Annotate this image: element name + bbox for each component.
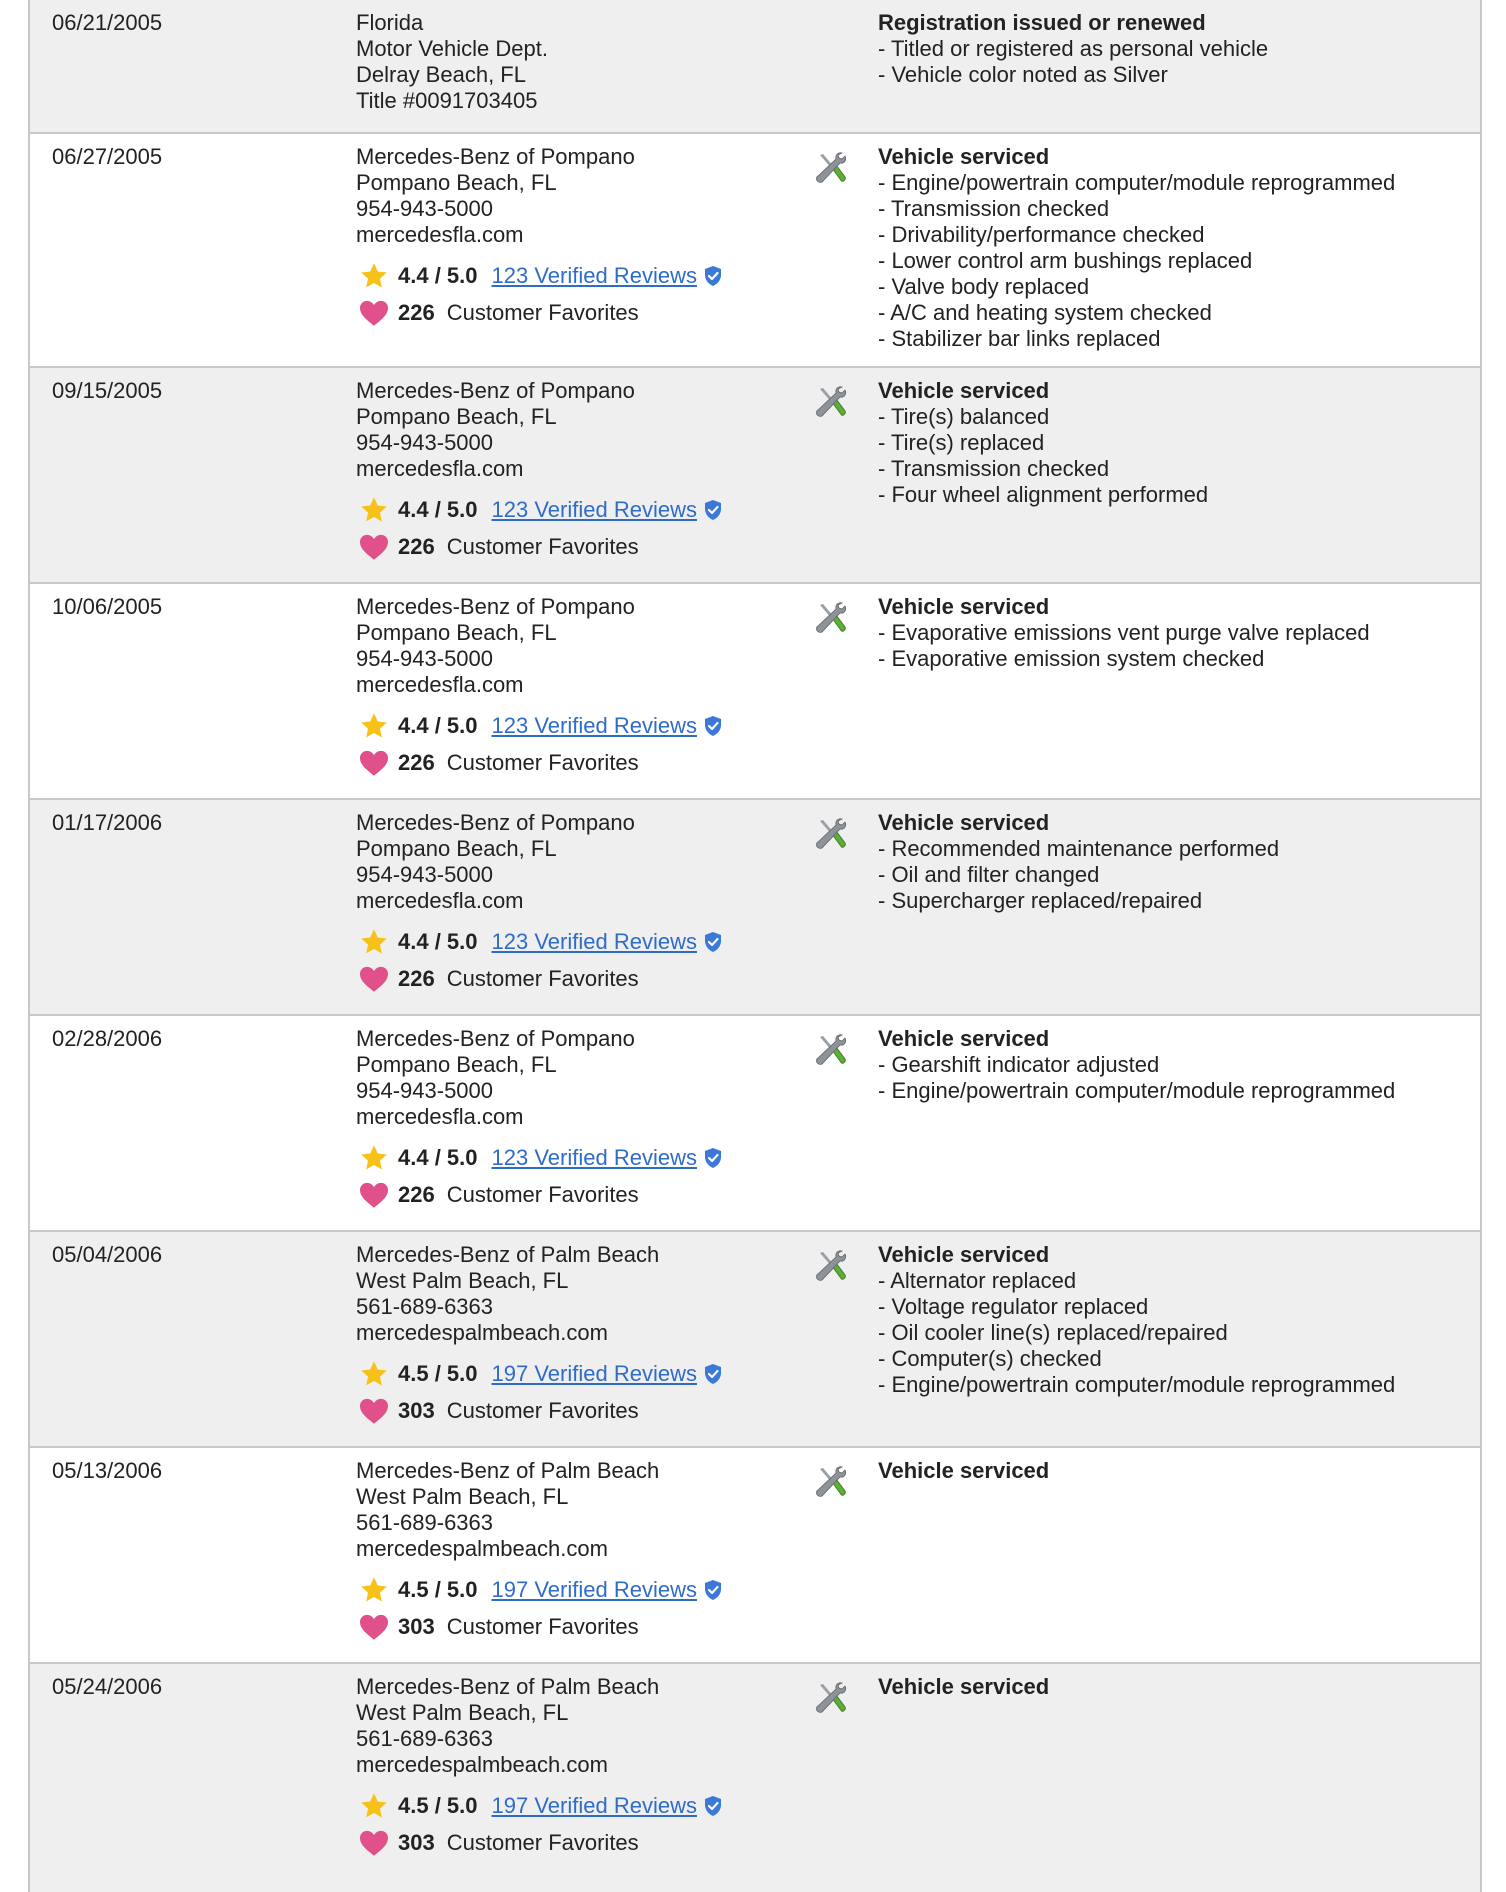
favorites-label: Customer Favorites <box>446 300 639 325</box>
record-source <box>356 594 635 698</box>
source-line: Pompano Beach, FL <box>356 170 557 195</box>
history-row <box>30 1446 1480 1662</box>
source-line: Pompano Beach, FL <box>356 836 557 861</box>
star-icon <box>358 1359 390 1389</box>
rating-score: 4.5 / 5.0 <box>398 1361 478 1386</box>
source-line: Title #0091703405 <box>356 88 538 113</box>
rating-score: 4.5 / 5.0 <box>398 1793 478 1818</box>
favorites-count: 303 <box>398 1830 435 1855</box>
source-line: Mercedes-Benz of Pompano <box>356 144 635 169</box>
source-line: Delray Beach, FL <box>356 62 526 87</box>
record-comments <box>878 1458 1049 1484</box>
favorites-count: 303 <box>398 1614 435 1639</box>
verified-shield-icon <box>703 715 723 737</box>
detail-line: - Voltage regulator replaced <box>878 1294 1149 1319</box>
favorites-label: Customer Favorites <box>446 966 639 991</box>
verified-shield-icon <box>703 499 723 521</box>
dealer-rating <box>358 261 723 291</box>
record-comments <box>878 1026 1395 1104</box>
detail-line: - Engine/powertrain computer/module reprogrammed <box>878 170 1396 195</box>
verified-reviews-link[interactable]: 123 Verified Reviews <box>491 713 697 738</box>
source-line: mercedesfla.com <box>356 888 524 913</box>
source-line: 561-689-6363 <box>356 1726 494 1751</box>
dealer-rating <box>358 1359 723 1389</box>
source-line: 561-689-6363 <box>356 1510 494 1535</box>
customer-favorites <box>358 1180 639 1210</box>
verified-reviews-link[interactable]: 123 Verified Reviews <box>491 929 697 954</box>
wrench-screwdriver-icon <box>812 600 848 636</box>
favorites-label: Customer Favorites <box>446 750 639 775</box>
source-line: West Palm Beach, FL <box>356 1484 569 1509</box>
record-source <box>356 1242 659 1346</box>
wrench-screwdriver-icon <box>812 1248 848 1284</box>
record-comments <box>878 594 1370 672</box>
record-date: 06/21/2005 <box>52 10 163 35</box>
rating-score: 4.4 / 5.0 <box>398 1145 478 1170</box>
detail-line: - A/C and heating system checked <box>878 300 1212 325</box>
record-title: Vehicle serviced <box>878 1026 1050 1051</box>
verified-reviews-link[interactable]: 123 Verified Reviews <box>491 497 697 522</box>
record-title: Vehicle serviced <box>878 1458 1050 1483</box>
detail-line: - Transmission checked <box>878 456 1110 481</box>
verified-reviews-link[interactable]: 123 Verified Reviews <box>491 263 697 288</box>
detail-line: - Vehicle color noted as Silver <box>878 62 1168 87</box>
star-icon <box>358 1575 390 1605</box>
record-date: 05/13/2006 <box>52 1458 163 1483</box>
source-line: West Palm Beach, FL <box>356 1700 569 1725</box>
customer-favorites <box>358 532 639 562</box>
record-title: Vehicle serviced <box>878 594 1050 619</box>
customer-favorites <box>358 1612 639 1642</box>
customer-favorites <box>358 1828 639 1858</box>
rating-score: 4.4 / 5.0 <box>398 263 478 288</box>
record-comments <box>878 378 1208 508</box>
star-icon <box>358 1143 390 1173</box>
favorites-count: 303 <box>398 1398 435 1423</box>
detail-line: - Evaporative emission system checked <box>878 646 1265 671</box>
record-source <box>356 1674 659 1778</box>
source-line: Mercedes-Benz of Pompano <box>356 810 635 835</box>
source-line: mercedespalmbeach.com <box>356 1752 608 1777</box>
verified-shield-icon <box>703 1795 723 1817</box>
detail-line: - Supercharger replaced/repaired <box>878 888 1203 913</box>
wrench-screwdriver-icon <box>812 384 848 420</box>
rating-score: 4.5 / 5.0 <box>398 1577 478 1602</box>
wrench-screwdriver-icon <box>812 150 848 186</box>
record-date: 02/28/2006 <box>52 1026 163 1051</box>
favorites-label: Customer Favorites <box>446 1614 639 1639</box>
verified-shield-icon <box>703 1363 723 1385</box>
source-line: mercedespalmbeach.com <box>356 1536 608 1561</box>
detail-line: - Stabilizer bar links replaced <box>878 326 1161 351</box>
record-date: 01/17/2006 <box>52 810 163 835</box>
dealer-rating <box>358 1575 723 1605</box>
customer-favorites <box>358 964 639 994</box>
wrench-screwdriver-icon <box>812 1464 848 1500</box>
history-row <box>30 366 1480 582</box>
dealer-rating <box>358 495 723 525</box>
source-line: mercedesfla.com <box>356 1104 524 1129</box>
verified-reviews-link[interactable]: 197 Verified Reviews <box>491 1577 697 1602</box>
wrench-screwdriver-icon <box>812 816 848 852</box>
wrench-screwdriver-icon <box>812 1032 848 1068</box>
source-line: Motor Vehicle Dept. <box>356 36 548 61</box>
source-line: 954-943-5000 <box>356 646 494 671</box>
record-date: 10/06/2005 <box>52 594 163 619</box>
history-row <box>30 1230 1480 1446</box>
record-date: 06/27/2005 <box>52 144 163 169</box>
source-line: Mercedes-Benz of Palm Beach <box>356 1674 660 1699</box>
history-row <box>30 132 1480 366</box>
source-line: 954-943-5000 <box>356 430 494 455</box>
wrench-screwdriver-icon <box>812 1680 848 1716</box>
record-title: Vehicle serviced <box>878 1242 1050 1267</box>
history-row <box>30 798 1480 1014</box>
detail-line: - Evaporative emissions vent purge valve replaced <box>878 620 1370 645</box>
verified-shield-icon <box>703 1579 723 1601</box>
detail-line: - Gearshift indicator adjusted <box>878 1052 1160 1077</box>
verified-shield-icon <box>703 931 723 953</box>
source-line: 954-943-5000 <box>356 1078 494 1103</box>
favorites-count: 226 <box>398 534 435 559</box>
source-line: 954-943-5000 <box>356 196 494 221</box>
rating-score: 4.4 / 5.0 <box>398 497 478 522</box>
favorites-count: 226 <box>398 966 435 991</box>
heart-icon <box>358 1613 390 1641</box>
record-source <box>356 378 635 482</box>
dealer-rating <box>358 711 723 741</box>
detail-line: - Tire(s) replaced <box>878 430 1045 455</box>
record-date: 05/04/2006 <box>52 1242 163 1267</box>
source-line: Mercedes-Benz of Palm Beach <box>356 1458 660 1483</box>
star-icon <box>358 1791 390 1821</box>
record-date: 09/15/2005 <box>52 378 163 403</box>
customer-favorites <box>358 298 639 328</box>
heart-icon <box>358 1397 390 1425</box>
detail-line: - Alternator replaced <box>878 1268 1077 1293</box>
heart-icon <box>358 749 390 777</box>
record-title: Vehicle serviced <box>878 144 1050 169</box>
detail-line: - Engine/powertrain computer/module reprogrammed <box>878 1372 1396 1397</box>
star-icon <box>358 927 390 957</box>
favorites-label: Customer Favorites <box>446 1182 639 1207</box>
record-source <box>356 10 548 114</box>
source-line: Pompano Beach, FL <box>356 1052 557 1077</box>
heart-icon <box>358 299 390 327</box>
detail-line: - Valve body replaced <box>878 274 1090 299</box>
record-title: Vehicle serviced <box>878 810 1050 835</box>
source-line: Pompano Beach, FL <box>356 404 557 429</box>
star-icon <box>358 261 390 291</box>
detail-line: - Oil cooler line(s) replaced/repaired <box>878 1320 1228 1345</box>
customer-favorites <box>358 1396 639 1426</box>
verified-shield-icon <box>703 265 723 287</box>
detail-line: - Titled or registered as personal vehicle <box>878 36 1269 61</box>
record-source <box>356 144 635 248</box>
source-line: Mercedes-Benz of Pompano <box>356 1026 635 1051</box>
source-line: Mercedes-Benz of Pompano <box>356 594 635 619</box>
source-line: Mercedes-Benz of Palm Beach <box>356 1242 660 1267</box>
source-line: mercedesfla.com <box>356 456 524 481</box>
star-icon <box>358 495 390 525</box>
record-comments <box>878 810 1279 914</box>
record-title: Vehicle serviced <box>878 378 1050 403</box>
history-row <box>30 1014 1480 1230</box>
record-source <box>356 810 635 914</box>
heart-icon <box>358 1181 390 1209</box>
verified-shield-icon <box>703 1147 723 1169</box>
detail-line: - Transmission checked <box>878 196 1110 221</box>
history-row <box>30 582 1480 798</box>
record-title: Vehicle serviced <box>878 1674 1050 1699</box>
source-line: 954-943-5000 <box>356 862 494 887</box>
verified-reviews-link[interactable]: 123 Verified Reviews <box>491 1145 697 1170</box>
dealer-rating <box>358 1143 723 1173</box>
record-date: 05/24/2006 <box>52 1674 163 1699</box>
source-line: 561-689-6363 <box>356 1294 494 1319</box>
source-line: mercedesfla.com <box>356 222 524 247</box>
favorites-count: 226 <box>398 750 435 775</box>
history-table <box>28 0 1482 1892</box>
heart-icon <box>358 1829 390 1857</box>
record-title: Registration issued or renewed <box>878 10 1206 35</box>
heart-icon <box>358 965 390 993</box>
record-source <box>356 1458 659 1562</box>
source-line: Mercedes-Benz of Pompano <box>356 378 635 403</box>
detail-line: - Recommended maintenance performed <box>878 836 1280 861</box>
favorites-label: Customer Favorites <box>446 1830 639 1855</box>
record-comments <box>878 1674 1049 1700</box>
detail-line: - Drivability/performance checked <box>878 222 1205 247</box>
heart-icon <box>358 533 390 561</box>
verified-reviews-link[interactable]: 197 Verified Reviews <box>491 1793 697 1818</box>
detail-line: - Computer(s) checked <box>878 1346 1102 1371</box>
rating-score: 4.4 / 5.0 <box>398 929 478 954</box>
history-row <box>30 1662 1480 1892</box>
detail-line: - Tire(s) balanced <box>878 404 1050 429</box>
detail-line: - Four wheel alignment performed <box>878 482 1209 507</box>
dealer-rating <box>358 927 723 957</box>
source-line: Florida <box>356 10 424 35</box>
star-icon <box>358 711 390 741</box>
detail-line: - Engine/powertrain computer/module reprogrammed <box>878 1078 1396 1103</box>
record-source <box>356 1026 635 1130</box>
source-line: West Palm Beach, FL <box>356 1268 569 1293</box>
rating-score: 4.4 / 5.0 <box>398 713 478 738</box>
favorites-count: 226 <box>398 1182 435 1207</box>
history-row <box>30 0 1480 132</box>
verified-reviews-link[interactable]: 197 Verified Reviews <box>491 1361 697 1386</box>
record-comments <box>878 10 1268 88</box>
detail-line: - Oil and filter changed <box>878 862 1100 887</box>
source-line: mercedesfla.com <box>356 672 524 697</box>
source-line: mercedespalmbeach.com <box>356 1320 608 1345</box>
favorites-count: 226 <box>398 300 435 325</box>
record-comments <box>878 1242 1395 1398</box>
favorites-label: Customer Favorites <box>446 1398 639 1423</box>
favorites-label: Customer Favorites <box>446 534 639 559</box>
customer-favorites <box>358 748 639 778</box>
source-line: Pompano Beach, FL <box>356 620 557 645</box>
detail-line: - Lower control arm bushings replaced <box>878 248 1253 273</box>
dealer-rating <box>358 1791 723 1821</box>
record-comments <box>878 144 1395 352</box>
